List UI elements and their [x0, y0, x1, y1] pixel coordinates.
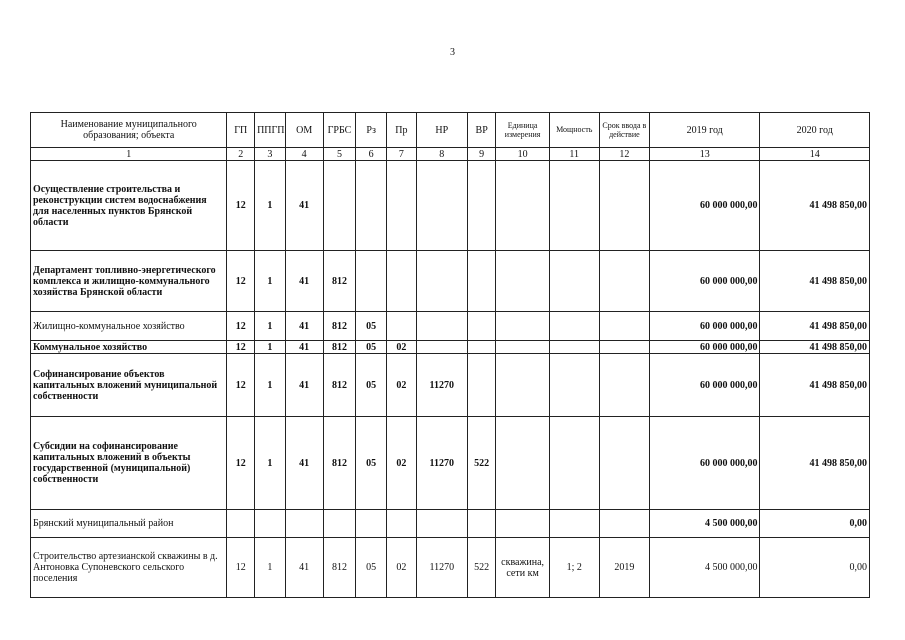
cell-capacity: [549, 312, 599, 341]
cell-term: [599, 417, 649, 510]
column-number: 5: [323, 148, 356, 161]
cell-rz: 05: [356, 341, 387, 354]
cell-term: 2019: [599, 538, 649, 598]
cell-pr: [387, 251, 417, 312]
cell-vr: 522: [467, 417, 496, 510]
cell-vr: [467, 354, 496, 417]
column-number: 4: [285, 148, 323, 161]
cell-unit: скважина, сети км: [496, 538, 549, 598]
cell-gp: 12: [227, 341, 255, 354]
cell-nr: [416, 312, 467, 341]
cell-unit: [496, 417, 549, 510]
cell-ppgp: [255, 510, 286, 538]
cell-2020: 41 498 850,00: [760, 251, 870, 312]
header-rz: Рз: [356, 113, 387, 148]
page-number: 3: [450, 47, 455, 58]
header-capacity: Мощность: [549, 113, 599, 148]
cell-2019: 60 000 000,00: [649, 354, 760, 417]
cell-ppgp: 1: [255, 538, 286, 598]
cell-unit: [496, 251, 549, 312]
cell-gp: 12: [227, 538, 255, 598]
cell-om: 41: [285, 417, 323, 510]
cell-term: [599, 161, 649, 251]
cell-ppgp: 1: [255, 161, 286, 251]
cell-2020: 41 498 850,00: [760, 312, 870, 341]
cell-pr: 02: [387, 341, 417, 354]
header-name: Наименование муниципального образования; объекта: [31, 113, 227, 148]
table-row: [31, 354, 870, 417]
budget-table: [30, 112, 870, 598]
cell-nr: 11270: [416, 538, 467, 598]
header-nr: НР: [416, 113, 467, 148]
cell-rz: 05: [356, 354, 387, 417]
cell-capacity: [549, 341, 599, 354]
cell-rz: 05: [356, 417, 387, 510]
cell-gp: 12: [227, 354, 255, 417]
column-number: 11: [549, 148, 599, 161]
cell-capacity: [549, 354, 599, 417]
cell-nr: [416, 341, 467, 354]
header-om: ОМ: [285, 113, 323, 148]
cell-om: 41: [285, 251, 323, 312]
column-number-row: [31, 148, 870, 161]
cell-2020: 41 498 850,00: [760, 354, 870, 417]
cell-pr: [387, 161, 417, 251]
cell-unit: [496, 510, 549, 538]
cell-2019: 4 500 000,00: [649, 538, 760, 598]
table-row: [31, 251, 870, 312]
header-ppgp: ППГП: [255, 113, 286, 148]
column-number: 8: [416, 148, 467, 161]
cell-om: 41: [285, 354, 323, 417]
cell-unit: [496, 161, 549, 251]
cell-capacity: [549, 161, 599, 251]
cell-vr: [467, 312, 496, 341]
row-name: Жилищно-коммунальное хозяйство: [31, 312, 227, 341]
header-2020: 2020 год: [760, 113, 870, 148]
cell-pr: 02: [387, 354, 417, 417]
cell-om: 41: [285, 538, 323, 598]
cell-gp: 12: [227, 312, 255, 341]
header-vr: ВР: [467, 113, 496, 148]
cell-rz: [356, 510, 387, 538]
table-row: [31, 341, 870, 354]
column-number: 12: [599, 148, 649, 161]
cell-grbs: [323, 510, 356, 538]
cell-2019: 4 500 000,00: [649, 510, 760, 538]
cell-2019: 60 000 000,00: [649, 161, 760, 251]
column-number: 14: [760, 148, 870, 161]
cell-2020: 41 498 850,00: [760, 417, 870, 510]
cell-gp: 12: [227, 417, 255, 510]
cell-rz: 05: [356, 538, 387, 598]
cell-term: [599, 510, 649, 538]
header-term: Срок ввода в действие: [599, 113, 649, 148]
column-number: 9: [467, 148, 496, 161]
table-row: [31, 312, 870, 341]
cell-vr: [467, 510, 496, 538]
cell-gp: [227, 510, 255, 538]
cell-capacity: 1; 2: [549, 538, 599, 598]
cell-grbs: 812: [323, 312, 356, 341]
header-row: [31, 113, 870, 148]
cell-nr: [416, 161, 467, 251]
cell-2019: 60 000 000,00: [649, 251, 760, 312]
cell-pr: 02: [387, 417, 417, 510]
column-number: 7: [387, 148, 417, 161]
cell-term: [599, 312, 649, 341]
cell-ppgp: 1: [255, 251, 286, 312]
cell-grbs: 812: [323, 251, 356, 312]
row-name: Коммунальное хозяйство: [31, 341, 227, 354]
row-name: Софинансирование объектов капитальных вложений муниципальной собственности: [31, 354, 227, 417]
row-name: Строительство артезианской скважины в д. Антоновка Супоневского сельского поселения: [31, 538, 227, 598]
row-name: Осуществление строительства и реконструкции систем водоснабжения для населенных пунктов Брянской области: [31, 161, 227, 251]
cell-nr: 11270: [416, 417, 467, 510]
cell-vr: [467, 161, 496, 251]
header-grbs: ГРБС: [323, 113, 356, 148]
cell-2020: 0,00: [760, 510, 870, 538]
column-number: 2: [227, 148, 255, 161]
cell-nr: [416, 251, 467, 312]
cell-grbs: [323, 161, 356, 251]
cell-2020: 0,00: [760, 538, 870, 598]
row-name: Брянский муниципальный район: [31, 510, 227, 538]
cell-term: [599, 341, 649, 354]
cell-om: 41: [285, 161, 323, 251]
table-row: [31, 417, 870, 510]
cell-rz: [356, 161, 387, 251]
column-number: 1: [31, 148, 227, 161]
cell-vr: 522: [467, 538, 496, 598]
cell-ppgp: 1: [255, 417, 286, 510]
cell-rz: [356, 251, 387, 312]
cell-gp: 12: [227, 161, 255, 251]
cell-ppgp: 1: [255, 354, 286, 417]
cell-gp: 12: [227, 251, 255, 312]
cell-nr: [416, 510, 467, 538]
row-name: Субсидии на софинансирование капитальных вложений в объекты государственной (муниципальной) собственности: [31, 417, 227, 510]
cell-unit: [496, 354, 549, 417]
row-name: Департамент топливно-энергетического комплекса и жилищно-коммунального хозяйства Брянской области: [31, 251, 227, 312]
cell-2019: 60 000 000,00: [649, 417, 760, 510]
cell-pr: [387, 312, 417, 341]
cell-om: [285, 510, 323, 538]
cell-ppgp: 1: [255, 312, 286, 341]
cell-rz: 05: [356, 312, 387, 341]
column-number: 3: [255, 148, 286, 161]
cell-term: [599, 251, 649, 312]
cell-grbs: 812: [323, 538, 356, 598]
cell-2019: 60 000 000,00: [649, 341, 760, 354]
cell-grbs: 812: [323, 341, 356, 354]
column-number: 6: [356, 148, 387, 161]
cell-ppgp: 1: [255, 341, 286, 354]
cell-vr: [467, 251, 496, 312]
cell-grbs: 812: [323, 417, 356, 510]
cell-2020: 41 498 850,00: [760, 161, 870, 251]
cell-2019: 60 000 000,00: [649, 312, 760, 341]
cell-om: 41: [285, 341, 323, 354]
cell-vr: [467, 341, 496, 354]
table-row: [31, 538, 870, 598]
header-2019: 2019 год: [649, 113, 760, 148]
header-pr: Пр: [387, 113, 417, 148]
column-number: 13: [649, 148, 760, 161]
cell-om: 41: [285, 312, 323, 341]
cell-unit: [496, 341, 549, 354]
table-row: [31, 510, 870, 538]
header-unit: Единица измерения: [496, 113, 549, 148]
table-row: [31, 161, 870, 251]
cell-term: [599, 354, 649, 417]
cell-capacity: [549, 251, 599, 312]
cell-nr: 11270: [416, 354, 467, 417]
cell-2020: 41 498 850,00: [760, 341, 870, 354]
column-number: 10: [496, 148, 549, 161]
cell-pr: [387, 510, 417, 538]
cell-pr: 02: [387, 538, 417, 598]
header-gp: ГП: [227, 113, 255, 148]
cell-grbs: 812: [323, 354, 356, 417]
cell-capacity: [549, 417, 599, 510]
cell-unit: [496, 312, 549, 341]
cell-capacity: [549, 510, 599, 538]
